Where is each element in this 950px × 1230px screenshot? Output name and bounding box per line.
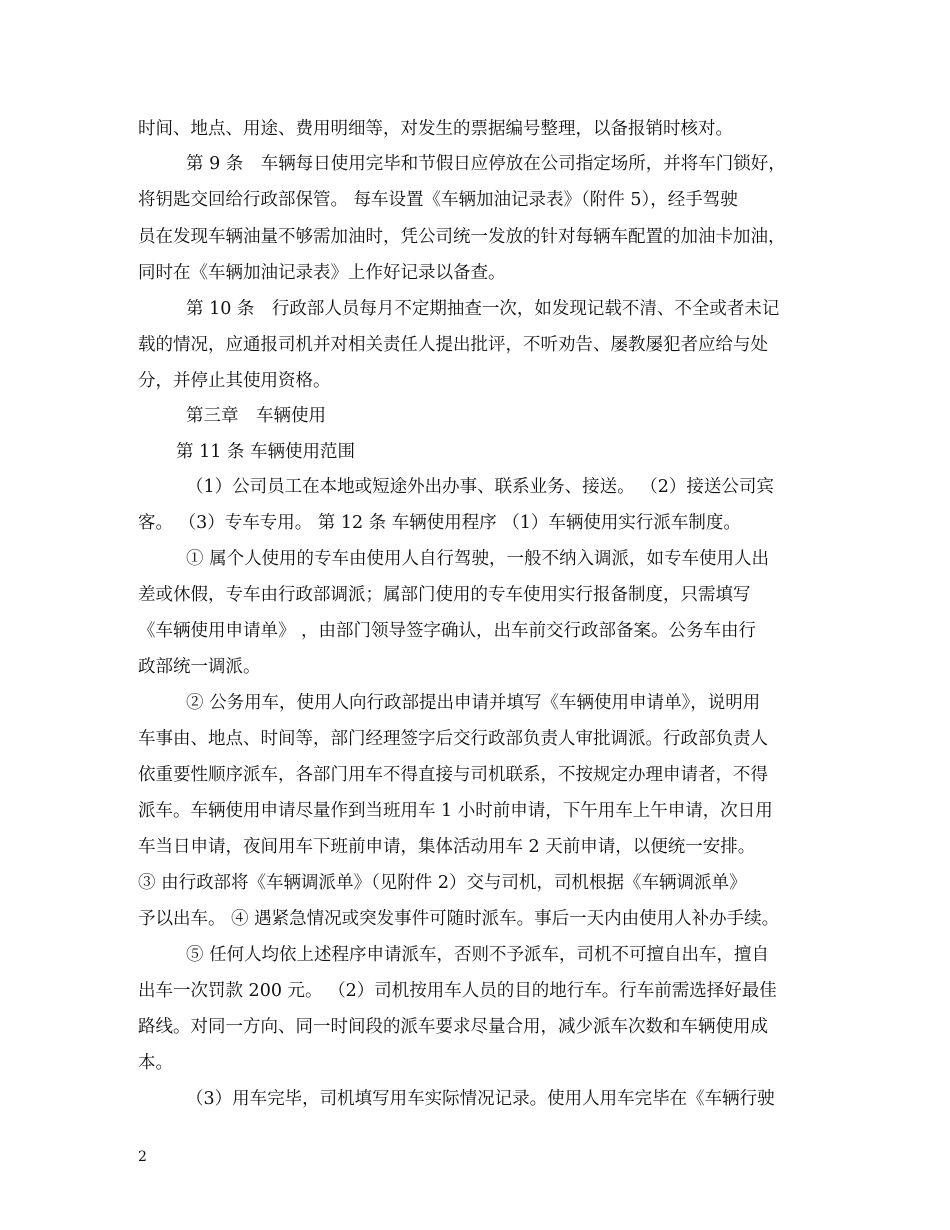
text-line: ③ 由行政部将《车辆调派单》（见附件 2）交与司机，司机根据《车辆调派单》	[138, 873, 747, 893]
text-line: 《车辆使用申请单》 ，由部门领导签字确认，出车前交行政部备案。公务车由行	[138, 621, 757, 641]
text-line: 路线。对同一方向、同一时间段的派车要求尽量合用，减少派车次数和车辆使用成	[138, 1017, 768, 1037]
text-line: 同时在《车辆加油记录表》上作好记录以备查。	[138, 263, 506, 283]
text-line: 依重要性顺序派车，各部门用车不得直接与司机联系，不按规定办理申请者，不得	[138, 765, 768, 785]
text-line: 派车。车辆使用申请尽量作到当班用车 1 小时前申请，下午用车上午申请，次日用	[138, 801, 773, 821]
text-line: 将钥匙交回给行政部保管。 每车设置《车辆加油记录表》（附件 5），经手驾驶	[138, 190, 738, 210]
text-line: 客。 （3）专车专用。 第 12 条 车辆使用程序 （1）车辆使用实行派车制度。	[138, 513, 741, 533]
text-line: 第 10 条 行政部人员每月不定期抽查一次，如发现记载不清、不全或者未记	[186, 299, 780, 319]
text-line: 第 9 条 车辆每日使用完毕和节假日应停放在公司指定场所，并将车门锁好，	[186, 154, 786, 174]
article-heading: 第 11 条 车辆使用范围	[176, 442, 355, 462]
text-line: 本。	[138, 1053, 173, 1073]
text-line: 载的情况，应通报司机并对相关责任人提出批评，不听劝告、屡教屡犯者应给与处	[138, 335, 768, 355]
text-line: 分，并停止其使用资格。	[138, 371, 331, 391]
text-line: ② 公务用车，使用人向行政部提出申请并填写《车辆使用申请单》，说明用	[186, 693, 761, 713]
page-number: 2	[138, 1149, 147, 1165]
text-line: ⑤ 任何人均依上述程序申请派车，否则不予派车，司机不可擅自出车，擅自	[186, 945, 770, 965]
text-line: 予以出车。 ④ 遇紧急情况或突发事件可随时派车。事后一天内由使用人补办手续。	[138, 909, 780, 929]
text-line: 员在发现车辆油量不够需加油时，凭公司统一发放的针对每辆车配置的加油卡加油，	[138, 227, 786, 247]
chapter-heading: 第三章 车辆使用	[186, 406, 326, 426]
text-line: （3）用车完毕，司机填写用车实际情况记录。使用人用车完毕在《车辆行驶	[186, 1089, 775, 1109]
text-line: （1）公司员工在本地或短途外出办事、联系业务、接送。 （2）接送公司宾	[186, 477, 774, 497]
text-line: 出车一次罚款 200 元。 （2）司机按用车人员的目的地行车。行车前需选择好最佳	[138, 981, 777, 1001]
text-line: 时间、地点、用途、费用明细等，对发生的票据编号整理，以备报销时核对。	[138, 119, 733, 139]
text-line: 政部统一调派。	[138, 657, 261, 677]
text-line: 差或休假，专车由行政部调派；属部门使用的专车使用实行报备制度，只需填写	[138, 585, 751, 605]
text-line: 车事由、地点、时间等，部门经理签字后交行政部负责人审批调派。行政部负责人	[138, 729, 768, 749]
text-line: ① 属个人使用的专车由使用人自行驾驶，一般不纳入调派，如专车使用人出	[186, 549, 770, 569]
text-line: 车当日申请，夜间用车下班前申请，集体活动用车 2 天前申请，以便统一安排。	[138, 837, 756, 857]
